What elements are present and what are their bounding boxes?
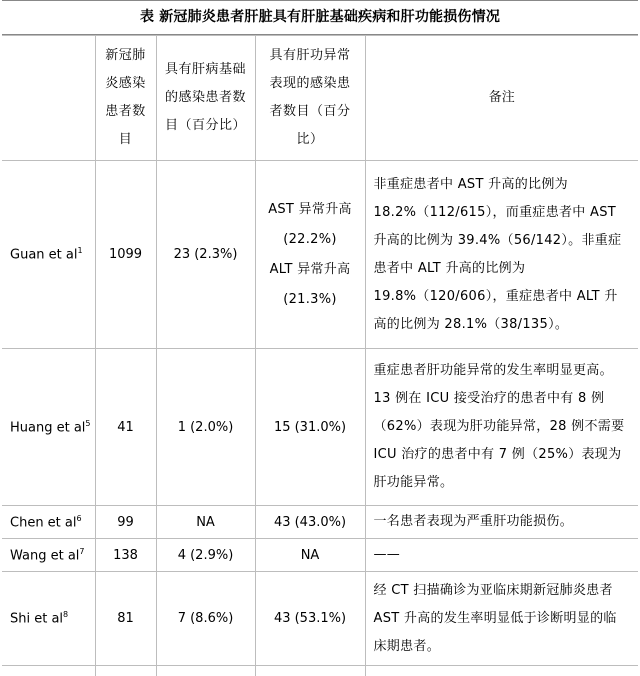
study-cell [2,349,95,506]
empty-cell [2,666,95,676]
patients-cell: 138 [95,539,156,572]
reference-number: 1 [77,246,83,256]
remarks-cell: —— [365,539,638,572]
study-name: Huang et al [10,420,86,436]
empty-cell [255,666,365,676]
empty-cell [95,666,156,676]
liver-function-cell: 43 (43.0%) [255,506,365,539]
study-name: Chen et al [10,515,77,531]
liver-function-cell: 15 (31.0%) [255,349,365,506]
reference-number: 8 [63,610,69,620]
table-row-partial [2,666,638,676]
patients-cell: 99 [95,506,156,539]
liver-disease-cell: 1 (2.0%) [156,349,255,506]
liver-injury-table [2,35,638,676]
reference-number: 6 [76,513,82,523]
empty-cell [365,666,638,676]
study-cell [2,506,95,539]
patients-cell: 1099 [95,161,156,349]
study-cell [2,161,95,349]
remarks-cell: 非重症患者中 AST 升高的比例为 18.2%（112/615），而重症患者中 AST 升高的比例为 39.4%（56/142）。非重症患者中 ALT 升高的比例为 19.8%（120/606），重症患者中 ALT 升高的比例为 28.1%（38/135）。 [365,161,638,349]
table-row [2,161,638,349]
study-cell [2,572,95,666]
liver-function-cell [255,161,365,349]
study-name: Wang et al [10,548,80,564]
reference-number: 7 [79,546,85,556]
liver-disease-cell: NA [156,506,255,539]
header-remarks: 备注 [365,36,638,161]
header-row [2,36,638,161]
liver-function-line: (21.3%) [283,291,337,307]
liver-function-line: (22.2%) [283,231,337,247]
liver-function-cell: 43 (53.1%) [255,572,365,666]
liver-function-cell: NA [255,539,365,572]
header-liver-function [255,36,365,161]
header-liver-disease [156,36,255,161]
liver-disease-cell: 23 (2.3%) [156,161,255,349]
header-liver-disease-label: 具有肝病基础的感染患者数目（百分比） [164,62,246,133]
study-name: Shi et al [10,611,64,627]
table-caption: 表 新冠肺炎患者肝脏具有肝脏基础疾病和肝功能损伤情况 [2,0,638,35]
liver-disease-cell: 4 (2.9%) [156,539,255,572]
header-patients-label: 新冠肺炎感染患者数目 [105,48,146,147]
study-name: Guan et al [10,247,78,263]
table-row [2,506,638,539]
remarks-cell: 重症患者肝功能异常的发生率明显更高。13 例在 ICU 接受治疗的患者中有 8 例（62%）表现为肝功能异常，28 例不需要 ICU 治疗的患者中有 7 例（25%）表现为肝功能异常。 [365,349,638,506]
table-row [2,349,638,506]
study-cell [2,539,95,572]
reference-number: 5 [85,418,91,428]
patients-cell: 81 [95,572,156,666]
header-study [2,36,95,161]
header-liver-function-label: 具有肝功异常表现的感染患者数目（百分比） [269,48,351,147]
table-row [2,539,638,572]
liver-disease-cell: 7 (8.6%) [156,572,255,666]
liver-function-line: ALT 异常升高 [269,261,351,277]
table-row [2,572,638,666]
patients-cell: 41 [95,349,156,506]
liver-function-line: AST 异常升高 [268,201,352,217]
remarks-cell: 经 CT 扫描确诊为亚临床期新冠肺炎患者 AST 升高的发生率明显低于诊断明显的临床期患者。 [365,572,638,666]
header-patients [95,36,156,161]
empty-cell [156,666,255,676]
remarks-cell: 一名患者表现为严重肝功能损伤。 [365,506,638,539]
